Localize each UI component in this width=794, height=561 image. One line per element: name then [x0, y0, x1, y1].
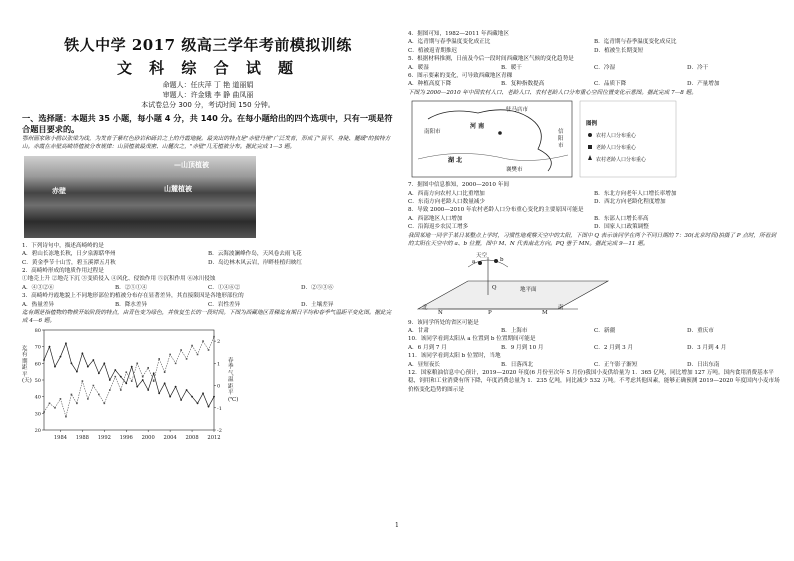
series-greenup-point — [49, 346, 51, 348]
page-number: 1 — [395, 522, 399, 529]
q3-option-d: D．土壤差异 — [301, 301, 334, 308]
q9-option-a: A．甘肃 — [408, 327, 429, 334]
q8-option-c: C．沿海返乡农民工增多 — [408, 224, 469, 231]
q10-option-d: D．3 月到 4 月 — [687, 344, 727, 351]
q4-option-b: B．迄青期与春季温度变化成反比 — [594, 39, 677, 46]
q9-option-c: C．新疆 — [594, 327, 616, 334]
q4-options-row1 — [408, 38, 780, 46]
q1-option-a: A．碧山长冻地长秋，日夕泉源聒华州 — [22, 251, 116, 258]
q11-stem: 11．该同学看到太阳 b 位置时，当地 — [408, 353, 501, 360]
legend-elderly-icon — [588, 145, 592, 149]
q10-option-c: C．2 月到 3 月 — [594, 344, 634, 351]
series-temperature-point — [208, 349, 210, 351]
diagram-label-north: 北 — [422, 304, 428, 311]
series-greenup-point — [71, 362, 73, 364]
series-temperature-point — [158, 358, 160, 360]
diagram-label-m: M — [542, 309, 548, 316]
series-greenup-point — [60, 356, 62, 358]
river-line — [418, 154, 568, 161]
series-temperature-point — [43, 411, 45, 413]
series-temperature-point — [180, 349, 182, 351]
series-temperature-line — [44, 337, 214, 417]
series-greenup-point — [164, 382, 166, 384]
series-temperature-point — [98, 394, 100, 396]
diagram-label-south: 南 — [558, 304, 564, 311]
series-temperature-point — [82, 380, 84, 382]
intro-q9-11: 我国某地一同学于某日某整点上学时，习惯性地观察天空中的太阳，下图中 Q 表示该同学在两个不同日期的 7：30(北京时间)拍摄了 P 点时，所看到的太阳在天空中的 a、b 位置，图中 M、N 代表南北方向。PQ 垂于 MN。据此完成 9—11 题。 — [408, 232, 776, 248]
q10-option-a: A．6 月到 7 月 — [408, 344, 447, 351]
series-temperature-point — [131, 380, 133, 382]
greenup-chart — [22, 328, 237, 446]
chart-ylabel-left: 迄有期距平 (天) — [22, 345, 32, 385]
q4-stem: 4．据图可知，1982—2011 年西藏地区 — [408, 31, 509, 37]
q3-option-c: C．岩性差异 — [208, 301, 241, 308]
q7-options-row1 — [408, 190, 780, 198]
y-right-tick-label: 2 — [217, 338, 221, 345]
x-tick-label: 1984 — [53, 434, 68, 441]
q1-stem: 1．下列诗句中，描述高崎岭的是 — [22, 242, 104, 249]
exam-subtitle: 文 科 综 合 试 题 — [116, 59, 300, 77]
photo-label-cliff: 赤壁 — [52, 186, 66, 195]
series-greenup-point — [169, 396, 171, 398]
series-temperature-point — [104, 402, 106, 404]
q2-option-a: A．④③②⑥ — [22, 284, 55, 291]
x-tick-label: 2012 — [207, 434, 221, 441]
series-temperature-point — [197, 354, 199, 356]
sun-position-diagram — [408, 251, 628, 317]
series-greenup-point — [87, 366, 89, 368]
series-temperature-point — [54, 407, 56, 409]
map-legend-item-elderly: 老龄人口分布重心 — [596, 145, 637, 152]
q6-option-b: B．复种指数提高 — [501, 81, 545, 88]
series-greenup-point — [186, 389, 188, 391]
photo-label-top-vegetation: —山顶植被 — [174, 160, 209, 169]
series-temperature-point — [109, 389, 111, 391]
q5-option-c: C．冷湿 — [594, 64, 616, 71]
series-greenup-point — [142, 379, 144, 381]
map-legend-frame — [580, 101, 676, 177]
q10-option-b: B．9 月到 10 月 — [501, 344, 544, 351]
q2-option-b: B．②⑤①④ — [115, 284, 148, 291]
population-center-map — [408, 99, 678, 179]
score-time-line: 本试卷总分 300 分，考试时间 150 分钟。 — [141, 101, 275, 109]
series-greenup-point — [191, 396, 193, 398]
series-greenup-point — [114, 369, 116, 371]
diagram-label-p: P — [488, 309, 492, 316]
q8-option-d: D．国家人口政策调整 — [594, 224, 649, 231]
series-temperature-point — [153, 380, 155, 382]
series-temperature-point — [213, 336, 215, 338]
series-greenup-point — [43, 359, 45, 361]
photo-label-foot-vegetation: 山麓植被 — [164, 184, 192, 193]
series-greenup-point — [54, 366, 56, 368]
diagram-label-ground: 地平面 — [520, 286, 537, 293]
series-greenup-point — [175, 386, 177, 388]
diagram-label-n: N — [438, 309, 443, 316]
series-greenup-point — [125, 382, 127, 384]
x-tick-label: 1996 — [119, 434, 133, 441]
q1-options-row2 — [22, 259, 394, 267]
series-temperature-point — [147, 367, 149, 369]
q4-options-row2 — [408, 47, 780, 55]
q11-options — [408, 361, 780, 369]
center-point — [498, 131, 502, 135]
chart-frame — [44, 330, 214, 430]
q5-stem: 5．根据材料推测，日前及今后一段时间西藏地区气候的变化趋势是 — [408, 56, 574, 63]
series-temperature-point — [71, 394, 73, 396]
q6-option-a: A．种植高度下降 — [408, 81, 452, 88]
series-greenup-point — [197, 402, 199, 404]
greenup-chart-svg — [22, 328, 237, 446]
series-greenup-point — [103, 362, 105, 364]
map-label-zhumadian: 驻马店市 — [506, 107, 529, 114]
series-greenup-point — [213, 396, 215, 398]
left-column — [22, 30, 394, 446]
sun-position-a — [478, 261, 482, 265]
series-temperature-point — [191, 345, 193, 347]
q2-options — [22, 284, 394, 292]
diagram-label-a: a — [472, 258, 476, 265]
diagram-svg — [408, 251, 628, 317]
q4-option-d: D．植被生长期变短 — [594, 47, 644, 54]
y-left-tick-label: 50 — [34, 377, 41, 384]
series-temperature-point — [60, 398, 62, 400]
map-label-xinyang: 信阳市 — [558, 129, 564, 150]
x-tick-label: 2008 — [185, 434, 199, 441]
q7-option-c: C．东南方向老龄人口数量减少 — [408, 199, 485, 206]
province-border — [428, 110, 551, 174]
chart-ylabel-right: 春季气温距平 (℃) — [228, 357, 239, 403]
q3-stem: 3．高崎岭丹霞地貌上不同地形部位的植被分布存在显著差异，其直接限因是各地形部位的 — [22, 293, 244, 300]
series-temperature-point — [186, 358, 188, 360]
sun-position-b — [494, 259, 498, 263]
reviewers-line: 审题人：许金娥 李 静 曲凤丽 — [162, 91, 254, 99]
series-greenup-point — [76, 371, 78, 373]
q3-option-b: B．降水差异 — [115, 301, 148, 308]
q2-option-c: C．①④⑥② — [208, 284, 241, 291]
map-label-henan: 河 南 — [470, 123, 485, 131]
q8-options-row1 — [408, 215, 780, 223]
x-tick-label: 2004 — [163, 434, 177, 441]
legend-rural-icon — [588, 133, 592, 137]
series-temperature-point — [49, 402, 51, 404]
diagram-label-b: b — [500, 256, 504, 263]
map-label-hubei: 湖 北 — [448, 157, 463, 165]
q1-option-d: D．岛边林木风云岩，岸畔桂植归映红 — [208, 259, 302, 266]
series-temperature-point — [125, 371, 127, 373]
series-greenup-point — [92, 359, 94, 361]
series-temperature-point — [175, 362, 177, 364]
map-frame — [412, 101, 572, 177]
series-greenup-point — [153, 372, 155, 374]
q3-option-a: A．热量差异 — [22, 301, 55, 308]
q2-steps: ①地壳上升 ②地壳下沉 ③变质侵入 ④风化、侵蚀作用 ⑤沉积作用 ⑥冰川侵蚀 — [22, 276, 216, 283]
q11-option-c: C．正午影子渐短 — [594, 361, 638, 368]
q5-option-a: A．暖湿 — [408, 64, 429, 71]
series-greenup-point — [147, 389, 149, 391]
series-temperature-point — [120, 389, 122, 391]
y-left-tick-label: 70 — [34, 344, 41, 351]
series-greenup-point — [202, 392, 204, 394]
section-heading: 一、选择题：本题共 35 小题，每小题 4 分，共 140 分。在每小题给出的四个选项中，只有一项是符合题目要求的。 — [22, 113, 393, 134]
series-temperature-point — [202, 340, 204, 342]
q7-option-a: A．西南方向农村人口比重增加 — [408, 190, 485, 197]
y-left-tick-label: 60 — [34, 361, 41, 368]
y-right-tick-label: 1 — [217, 361, 221, 368]
series-greenup-point — [180, 399, 182, 401]
map-legend-item-rural: 农村人口分布重心 — [596, 133, 637, 140]
series-temperature-point — [65, 416, 67, 418]
x-tick-label: 2000 — [141, 434, 155, 441]
intro-q7-8: 下图为 2000—2010 年中国农村人口、老龄人口、农村老龄人口分布重心空间位置变化示意图。据此完成 7—8 题。 — [408, 89, 697, 96]
q1-options-row1 — [22, 250, 394, 258]
danxia-photo — [24, 156, 256, 238]
y-right-tick-label: -1 — [217, 405, 222, 412]
series-greenup-point — [120, 376, 122, 378]
q7-options-row2 — [408, 198, 780, 206]
exam-title: 铁人中学 2017 级高三学年考前模拟训练 — [64, 36, 352, 54]
series-greenup-point — [136, 386, 138, 388]
series-temperature-point — [142, 376, 144, 378]
series-greenup-point — [98, 372, 100, 374]
q9-options — [408, 327, 780, 335]
q4-option-a: A．迄青期与春季温度变化成正比 — [408, 39, 491, 46]
y-right-tick-label: 0 — [217, 383, 221, 390]
q11-option-d: D．日出东南 — [687, 361, 720, 368]
q7-stem: 7．据图中信息推知，2000—2010 年间 — [408, 182, 509, 189]
series-temperature-point — [114, 376, 116, 378]
q12-text: 12．国家粮油信息中心预计，2019—2020 年度(6 月份至次年 5 月份)我国小麦供给量为 1．365 亿吨，同比增加 127 万吨。国内食用消费基本平稳，饲用和工业消费有所下降，年度消费总量为 1．235 亿吨，同比减少 532 万吨。不考虑其他因素，能够正确预测 2019—2020 年度国内小麦市场价格变化趋势的图示是 — [408, 369, 780, 393]
y-left-tick-label: 80 — [34, 327, 41, 334]
y-left-tick-label: 40 — [34, 394, 41, 401]
series-temperature-point — [87, 398, 89, 400]
map-legend-item-rural-elderly: 农村老龄人口分布重心 — [596, 157, 647, 164]
q1-option-b: B．云海波澜峰作岛，天风卷去雨飞花 — [208, 251, 302, 258]
x-tick-label: 1992 — [97, 434, 111, 441]
q11-option-a: A．昼短夜长 — [408, 361, 441, 368]
q5-option-d: D．冷干 — [687, 64, 709, 71]
q8-stem: 8．导致 2000—2010 年农村老龄人口分布重心变化的主要原因可能是 — [408, 207, 584, 214]
y-right-tick-label: -2 — [217, 427, 222, 434]
series-greenup-point — [158, 392, 160, 394]
x-tick-label: 1988 — [75, 434, 89, 441]
map-label-xiangfan: 襄樊市 — [506, 167, 523, 174]
right-column — [408, 30, 780, 394]
q6-option-c: C．品质下降 — [594, 81, 627, 88]
series-greenup-point — [208, 406, 210, 408]
q6-stem: 6．图示要素的变化，可导致西藏地区青稞 — [408, 73, 513, 80]
series-temperature-point — [136, 362, 138, 364]
q8-options-row2 — [408, 223, 780, 231]
q2-stem: 2．高崎岭形成的地质作用过程是 — [22, 268, 104, 275]
map-svg — [408, 99, 678, 179]
q1-option-c: C．黄金季节十山雪，碧玉溪潭五月秋 — [22, 259, 116, 266]
series-greenup-line — [44, 343, 214, 406]
map-label-nanyang: 南阳市 — [424, 129, 441, 136]
q9-stem: 9．该同学所处的省区可能是 — [408, 319, 479, 326]
authors-line: 命题人：任庆萍 丁 艳 道丽娟 — [162, 81, 254, 89]
y-left-tick-label: 30 — [34, 411, 41, 418]
q10-stem: 10．该同学看到太阳从 a 位置到 b 位置期间可能是 — [408, 336, 536, 343]
q6-options — [408, 80, 780, 88]
q7-option-b: B．东北方向老年人口增长率增加 — [594, 190, 677, 197]
q11-option-b: B．日落西北 — [501, 361, 534, 368]
ground-plane — [418, 281, 608, 309]
map-legend-title: 图例 — [586, 121, 598, 128]
y-left-tick-label: 20 — [34, 427, 41, 434]
diagram-label-sky: 天空 — [476, 252, 488, 259]
q2-option-d: D．②⑤③⑥ — [301, 284, 334, 291]
q9-option-d: D．重庆市 — [687, 327, 714, 334]
q7-option-d: D．西北方向老龄化程度增加 — [594, 199, 666, 206]
intro-q4-6: 迄有期是指植物的物候开始阶段的特点，由青色变为绿色，并恢复生长的一段时间。下图为西藏地区青稞迄有期日平均和春季气温距平变化图。据此完成 4—6 题。 — [22, 310, 392, 325]
intro-q1-3: 鄂州画家陈小鸥以张梁为线，为发育于紫红色砂岩和砾岩之上的丹霞地貌。最突出的特点是"赤壁丹崖"广泛发育，形成了"顶平、身陡、麓缓"的独特方山。赤霞在赤壁高崎塔植被分布规律：山顶植被最茂密、山麓次之，"赤壁"几无植被分布。据此完成 1—3 题。 — [22, 136, 391, 151]
series-greenup-point — [131, 366, 133, 368]
q5-option-b: B．暖干 — [501, 64, 522, 71]
q6-option-d: D．产量增加 — [687, 81, 720, 88]
series-greenup-point — [81, 352, 83, 354]
series-temperature-point — [76, 402, 78, 404]
q8-option-a: A．西部地区人口增加 — [408, 215, 463, 222]
q4-option-c: C．植被返青期推迟 — [408, 47, 458, 54]
q9-option-b: B．上海市 — [501, 327, 528, 334]
series-greenup-point — [109, 379, 111, 381]
q5-options — [408, 64, 780, 72]
q3-options — [22, 301, 394, 309]
series-greenup-point — [65, 342, 67, 344]
q10-options — [408, 344, 780, 352]
series-temperature-point — [164, 371, 166, 373]
legend-rural-elderly-icon — [588, 155, 592, 160]
series-temperature-point — [169, 354, 171, 356]
q8-option-b: B．东部人口增长率高 — [594, 215, 649, 222]
series-temperature-point — [93, 385, 95, 387]
diagram-label-q: Q — [492, 284, 497, 291]
